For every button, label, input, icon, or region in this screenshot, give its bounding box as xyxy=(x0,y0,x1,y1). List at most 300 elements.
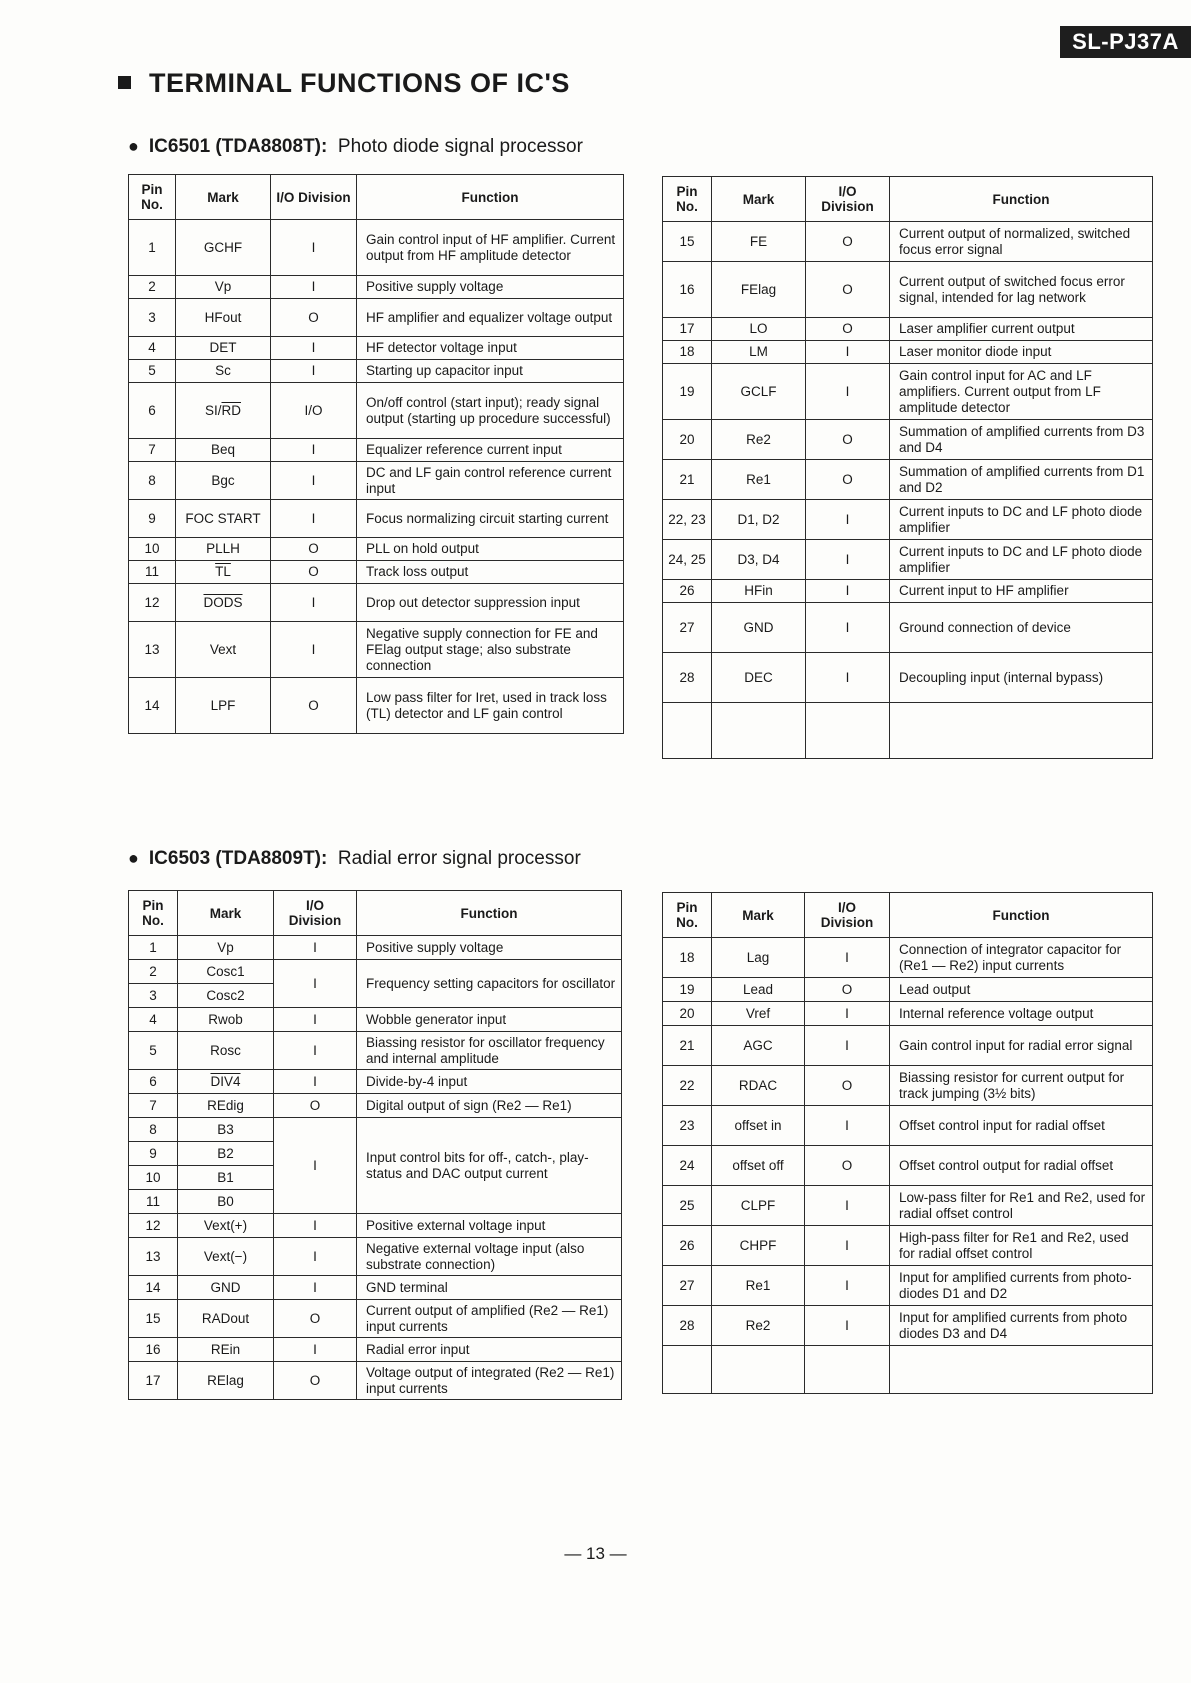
pin-cell: 5 xyxy=(129,1032,178,1070)
io-cell: O xyxy=(805,1066,890,1106)
table-row xyxy=(129,678,624,734)
io-cell: I xyxy=(274,1008,357,1032)
function-cell: Biassing resistor for oscillator frequency and internal amplitude xyxy=(357,1032,622,1070)
io-cell: O xyxy=(805,978,890,1002)
function-cell: Positive supply voltage xyxy=(357,276,624,299)
header-io: I/O Division xyxy=(805,893,890,938)
mark-cell: REin xyxy=(178,1338,274,1362)
pin-cell: 25 xyxy=(663,1186,712,1226)
ic6501-right-body xyxy=(663,222,1153,759)
mark-cell: GND xyxy=(712,603,806,653)
io-cell: I xyxy=(806,540,890,580)
table-row xyxy=(663,580,1153,603)
pin-cell: 6 xyxy=(129,383,176,439)
mark-cell: Vext xyxy=(176,622,271,678)
table-row xyxy=(129,561,624,584)
mark-cell: Re2 xyxy=(712,420,806,460)
io-cell: I xyxy=(805,938,890,978)
function-cell: PLL on hold output xyxy=(357,538,624,561)
empty-cell xyxy=(890,1346,1153,1394)
mark-cell: DIV4 xyxy=(178,1070,274,1094)
pin-cell: 9 xyxy=(129,1142,178,1166)
pin-cell: 28 xyxy=(663,653,712,703)
function-cell: Positive supply voltage xyxy=(357,936,622,960)
table-row xyxy=(129,1214,622,1238)
io-cell: I xyxy=(805,1106,890,1146)
mark-cell: Cosc2 xyxy=(178,984,274,1008)
pin-cell: 4 xyxy=(129,1008,178,1032)
pin-cell: 12 xyxy=(129,1214,178,1238)
mark-cell: D3, D4 xyxy=(712,540,806,580)
function-cell: Low pass filter for Iret, used in track loss (TL) detector and LF gain control xyxy=(357,678,624,734)
io-cell: I xyxy=(274,1214,357,1238)
io-cell: O xyxy=(274,1300,357,1338)
io-cell: I xyxy=(274,1338,357,1362)
mark-cell: HFin xyxy=(712,580,806,603)
function-cell: High-pass filter for Re1 and Re2, used for radial offset control xyxy=(890,1226,1153,1266)
io-cell: O xyxy=(806,460,890,500)
io-cell: I xyxy=(806,603,890,653)
table-header-row xyxy=(129,175,624,220)
mark-cell: Lead xyxy=(712,978,805,1002)
mark-cell: Vp xyxy=(178,936,274,960)
mark-cell: Vp xyxy=(176,276,271,299)
io-cell: I xyxy=(806,500,890,540)
io-cell: O xyxy=(806,222,890,262)
table-row xyxy=(663,1266,1153,1306)
pin-cell: 17 xyxy=(663,318,712,341)
function-cell: Input for amplified currents from photo-diodes D1 and D2 xyxy=(890,1266,1153,1306)
table-row xyxy=(663,1002,1153,1026)
mark-cell: Vref xyxy=(712,1002,805,1026)
pin-cell: 24 xyxy=(663,1146,712,1186)
function-cell: Negative external voltage input (also substrate connection) xyxy=(357,1238,622,1276)
empty-cell xyxy=(712,703,806,759)
empty-cell xyxy=(663,703,712,759)
pin-cell: 27 xyxy=(663,603,712,653)
io-cell: I xyxy=(274,1070,357,1094)
table-row xyxy=(129,500,624,538)
io-cell: I xyxy=(806,580,890,603)
page-title xyxy=(118,68,570,99)
empty-cell xyxy=(890,703,1153,759)
table-row xyxy=(129,960,622,984)
mark-cell: GCHF xyxy=(176,220,271,276)
io-cell: O xyxy=(271,299,357,337)
mark-cell: Sc xyxy=(176,360,271,383)
header-io: I/O Division xyxy=(806,177,890,222)
function-cell: Divide-by-4 input xyxy=(357,1070,622,1094)
page-title-text: TERMINAL FUNCTIONS OF IC'S xyxy=(149,68,570,98)
pin-cell: 21 xyxy=(663,1026,712,1066)
function-cell: Decoupling input (internal bypass) xyxy=(890,653,1153,703)
mark-cell: Rosc xyxy=(178,1032,274,1070)
mark-cell: REdig xyxy=(178,1094,274,1118)
mark-cell: HFout xyxy=(176,299,271,337)
pin-cell: 13 xyxy=(129,622,176,678)
table-row xyxy=(129,1118,622,1142)
mark-cell: Lag xyxy=(712,938,805,978)
mark-cell: Vext(−) xyxy=(178,1238,274,1276)
pin-cell: 21 xyxy=(663,460,712,500)
header-io: I/O Division xyxy=(271,175,357,220)
io-cell: I xyxy=(271,439,357,462)
table-row xyxy=(663,420,1153,460)
io-cell: I xyxy=(274,1032,357,1070)
mark-cell: Re2 xyxy=(712,1306,805,1346)
header-mark: Mark xyxy=(178,891,274,936)
table-row xyxy=(663,540,1153,580)
mark-cell: Re1 xyxy=(712,1266,805,1306)
io-cell: I/O xyxy=(271,383,357,439)
io-cell: I xyxy=(271,500,357,538)
io-cell: I xyxy=(271,220,357,276)
pin-cell: 19 xyxy=(663,978,712,1002)
io-cell: O xyxy=(806,318,890,341)
io-cell: O xyxy=(274,1362,357,1400)
function-cell: Current output of normalized, switched focus error signal xyxy=(890,222,1153,262)
table-row xyxy=(129,1238,622,1276)
header-mark: Mark xyxy=(176,175,271,220)
function-cell: HF amplifier and equalizer voltage output xyxy=(357,299,624,337)
mark-cell: Vext(+) xyxy=(178,1214,274,1238)
bullet-icon: ● xyxy=(128,136,139,156)
mark-cell: B3 xyxy=(178,1118,274,1142)
table-row xyxy=(663,1226,1153,1266)
mark-cell: FE xyxy=(712,222,806,262)
io-cell: I xyxy=(271,337,357,360)
mark-cell: LO xyxy=(712,318,806,341)
table-row xyxy=(129,299,624,337)
mark-cell: Beq xyxy=(176,439,271,462)
mark-cell: PLLH xyxy=(176,538,271,561)
table-row xyxy=(129,538,624,561)
function-cell: Digital output of sign (Re2 — Re1) xyxy=(357,1094,622,1118)
io-cell: I xyxy=(271,584,357,622)
pin-cell: 7 xyxy=(129,439,176,462)
io-cell: O xyxy=(274,1094,357,1118)
mark-cell: DODS xyxy=(176,584,271,622)
pin-cell: 24, 25 xyxy=(663,540,712,580)
empty-filler-row xyxy=(663,1346,1153,1394)
pin-cell: 17 xyxy=(129,1362,178,1400)
header-pin: Pin No. xyxy=(663,893,712,938)
pin-cell: 9 xyxy=(129,500,176,538)
function-cell: Connection of integrator capacitor for (Re1 — Re2) input currents xyxy=(890,938,1153,978)
io-cell: O xyxy=(271,561,357,584)
mark-cell: GND xyxy=(178,1276,274,1300)
function-cell: Gain control input for AC and LF amplifiers. Current output from LF amplitude detector xyxy=(890,364,1153,420)
table-row xyxy=(663,500,1153,540)
function-cell: Summation of amplified currents from D3 and D4 xyxy=(890,420,1153,460)
io-cell: I xyxy=(805,1002,890,1026)
table-header-row xyxy=(663,893,1153,938)
table-row xyxy=(129,1300,622,1338)
pin-cell: 23 xyxy=(663,1106,712,1146)
pin-cell: 27 xyxy=(663,1266,712,1306)
mark-cell: offset in xyxy=(712,1106,805,1146)
mark-cell: LM xyxy=(712,341,806,364)
function-cell: HF detector voltage input xyxy=(357,337,624,360)
mark-cell: B0 xyxy=(178,1190,274,1214)
table-row xyxy=(129,337,624,360)
table-row xyxy=(129,462,624,500)
table-row xyxy=(129,220,624,276)
table-row xyxy=(663,603,1153,653)
function-cell: Frequency setting capacitors for oscillator xyxy=(357,960,622,1008)
function-cell: Laser amplifier current output xyxy=(890,318,1153,341)
mark-cell: $\overline{TL}$ xyxy=(176,561,271,584)
square-bullet-icon xyxy=(118,76,131,89)
mark-cell: RDAC xyxy=(712,1066,805,1106)
ic6501-name: IC6501 (TDA8808T): xyxy=(148,136,328,157)
pin-cell: 1 xyxy=(129,936,178,960)
table-row xyxy=(129,1032,622,1070)
header-function: Function xyxy=(357,175,624,220)
io-cell: I xyxy=(274,1238,357,1276)
table-header-row xyxy=(129,891,622,936)
mark-cell: RElag xyxy=(178,1362,274,1400)
io-cell: I xyxy=(271,462,357,500)
pin-cell: 12 xyxy=(129,584,176,622)
pin-cell: 11 xyxy=(129,1190,178,1214)
function-cell: Current output of switched focus error signal, intended for lag network xyxy=(890,262,1153,318)
page-number: — 13 — xyxy=(564,1544,627,1563)
io-cell: I xyxy=(805,1226,890,1266)
pin-cell: 16 xyxy=(129,1338,178,1362)
table-row xyxy=(663,1106,1153,1146)
function-cell: On/off control (start input); ready signal output (starting up procedure successful) xyxy=(357,383,624,439)
pin-cell: 7 xyxy=(129,1094,178,1118)
ic6503-left-body xyxy=(129,936,622,1400)
empty-cell xyxy=(806,703,890,759)
io-cell: I xyxy=(271,276,357,299)
function-cell: Biassing resistor for current output for track jumping (3½ bits) xyxy=(890,1066,1153,1106)
table-row xyxy=(663,364,1153,420)
empty-cell xyxy=(805,1346,890,1394)
pin-cell: 20 xyxy=(663,420,712,460)
io-cell: O xyxy=(806,420,890,460)
pin-cell: 13 xyxy=(129,1238,178,1276)
pin-cell: 6 xyxy=(129,1070,178,1094)
function-cell: Starting up capacitor input xyxy=(357,360,624,383)
table-row xyxy=(663,1146,1153,1186)
pin-cell: 16 xyxy=(663,262,712,318)
function-cell: Internal reference voltage output xyxy=(890,1002,1153,1026)
pin-cell: 18 xyxy=(663,341,712,364)
ic6501-heading xyxy=(128,136,583,158)
mark-cell: D1, D2 xyxy=(712,500,806,540)
header-pin: Pin No. xyxy=(129,175,176,220)
empty-cell xyxy=(712,1346,805,1394)
io-cell: O xyxy=(271,538,357,561)
mark-cell: DEC xyxy=(712,653,806,703)
mark-cell: offset off xyxy=(712,1146,805,1186)
ic6501-table-left xyxy=(128,174,624,734)
pin-cell: 19 xyxy=(663,364,712,420)
header-function: Function xyxy=(890,893,1153,938)
pin-cell: 3 xyxy=(129,299,176,337)
pin-cell: 8 xyxy=(129,1118,178,1142)
io-cell: I xyxy=(805,1026,890,1066)
header-io: I/O Division xyxy=(274,891,357,936)
table-row xyxy=(129,584,624,622)
table-row xyxy=(663,318,1153,341)
io-cell: I xyxy=(271,622,357,678)
table-row xyxy=(129,383,624,439)
mark-cell: Re1 xyxy=(712,460,806,500)
pin-cell: 15 xyxy=(663,222,712,262)
pin-cell: 26 xyxy=(663,1226,712,1266)
function-cell: Current inputs to DC and LF photo diode amplifier xyxy=(890,500,1153,540)
mark-cell: DET xyxy=(176,337,271,360)
mark-cell: RADout xyxy=(178,1300,274,1338)
io-cell: O xyxy=(805,1146,890,1186)
ic6503-description: Radial error signal processor xyxy=(337,848,581,869)
pin-cell: 18 xyxy=(663,938,712,978)
table-row xyxy=(129,439,624,462)
function-cell: Gain control input of HF amplifier. Current output from HF amplitude detector xyxy=(357,220,624,276)
pin-cell: 26 xyxy=(663,580,712,603)
table-row xyxy=(129,1070,622,1094)
ic6503-heading xyxy=(128,848,581,870)
io-cell: I xyxy=(805,1186,890,1226)
function-cell: DC and LF gain control reference current input xyxy=(357,462,624,500)
io-cell: I xyxy=(806,341,890,364)
pin-cell: 10 xyxy=(129,538,176,561)
table-row xyxy=(129,936,622,960)
io-cell: I xyxy=(274,936,357,960)
mark-cell: B2 xyxy=(178,1142,274,1166)
function-cell: Equalizer reference current input xyxy=(357,439,624,462)
mark-cell: Bgc xyxy=(176,462,271,500)
header-mark: Mark xyxy=(712,177,806,222)
header-mark: Mark xyxy=(712,893,805,938)
table-row xyxy=(129,1362,622,1400)
mark-cell: CLPF xyxy=(712,1186,805,1226)
function-cell: Focus normalizing circuit starting current xyxy=(357,500,624,538)
header-function: Function xyxy=(357,891,622,936)
mark-cell: CHPF xyxy=(712,1226,805,1266)
table-row xyxy=(129,1338,622,1362)
mark-cell: Rwob xyxy=(178,1008,274,1032)
io-cell: I xyxy=(806,653,890,703)
table-row xyxy=(129,1008,622,1032)
function-cell: Input control bits for off-, catch-, play-status and DAC output current xyxy=(357,1118,622,1214)
model-badge: SL-PJ37A xyxy=(1060,26,1191,58)
table-row xyxy=(129,622,624,678)
io-cell: I xyxy=(274,960,357,1008)
mark-cell: B1 xyxy=(178,1166,274,1190)
mark-cell: $SI/\overline{RD}$ xyxy=(176,383,271,439)
function-cell: Lead output xyxy=(890,978,1153,1002)
function-cell: Negative supply connection for FE and FElag output stage; also substrate connection xyxy=(357,622,624,678)
ic6501-left-body xyxy=(129,220,624,734)
table-row xyxy=(129,1094,622,1118)
function-cell: Laser monitor diode input xyxy=(890,341,1153,364)
table-row xyxy=(663,978,1153,1002)
pin-cell: 22 xyxy=(663,1066,712,1106)
function-cell: Summation of amplified currents from D1 and D2 xyxy=(890,460,1153,500)
function-cell: GND terminal xyxy=(357,1276,622,1300)
mark-cell: GCLF xyxy=(712,364,806,420)
function-cell: Offset control output for radial offset xyxy=(890,1146,1153,1186)
function-cell: Current inputs to DC and LF photo diode amplifier xyxy=(890,540,1153,580)
pin-cell: 8 xyxy=(129,462,176,500)
io-cell: I xyxy=(806,364,890,420)
function-cell: Low-pass filter for Re1 and Re2, used for radial offset control xyxy=(890,1186,1153,1226)
bullet-icon: ● xyxy=(128,848,139,868)
function-cell: Wobble generator input xyxy=(357,1008,622,1032)
pin-cell: 1 xyxy=(129,220,176,276)
empty-cell xyxy=(663,1346,712,1394)
table-row xyxy=(129,276,624,299)
io-cell: I xyxy=(271,360,357,383)
pin-cell: 14 xyxy=(129,1276,178,1300)
io-cell: I xyxy=(274,1118,357,1214)
pin-cell: 10 xyxy=(129,1166,178,1190)
io-cell: I xyxy=(274,1276,357,1300)
mark-cell: FOC START xyxy=(176,500,271,538)
function-cell: Offset control input for radial offset xyxy=(890,1106,1153,1146)
table-row xyxy=(663,1306,1153,1346)
pin-cell: 14 xyxy=(129,678,176,734)
pin-cell: 15 xyxy=(129,1300,178,1338)
header-pin: Pin No. xyxy=(129,891,178,936)
ic6503-right-body xyxy=(663,938,1153,1394)
table-row xyxy=(129,360,624,383)
function-cell: Drop out detector suppression input xyxy=(357,584,624,622)
ic6503-table-left xyxy=(128,890,622,1400)
function-cell: Voltage output of integrated (Re2 — Re1) input currents xyxy=(357,1362,622,1400)
mark-cell: FElag xyxy=(712,262,806,318)
pin-cell: 5 xyxy=(129,360,176,383)
mark-cell: LPF xyxy=(176,678,271,734)
function-cell: Track loss output xyxy=(357,561,624,584)
pin-cell: 22, 23 xyxy=(663,500,712,540)
header-pin: Pin No. xyxy=(663,177,712,222)
pin-cell: 20 xyxy=(663,1002,712,1026)
function-cell: Input for amplified currents from photo diodes D3 and D4 xyxy=(890,1306,1153,1346)
table-row xyxy=(663,1186,1153,1226)
table-row xyxy=(663,262,1153,318)
table-row xyxy=(129,1276,622,1300)
table-row xyxy=(663,222,1153,262)
pin-cell: 2 xyxy=(129,960,178,984)
empty-filler-row xyxy=(663,703,1153,759)
pin-cell: 11 xyxy=(129,561,176,584)
function-cell: Current input to HF amplifier xyxy=(890,580,1153,603)
mark-cell: Cosc1 xyxy=(178,960,274,984)
pin-cell: 4 xyxy=(129,337,176,360)
function-cell: Ground connection of device xyxy=(890,603,1153,653)
table-row xyxy=(663,460,1153,500)
io-cell: I xyxy=(805,1266,890,1306)
table-header-row xyxy=(663,177,1153,222)
ic6503-name: IC6503 (TDA8809T): xyxy=(148,848,328,869)
table-row xyxy=(663,653,1153,703)
function-cell: Positive external voltage input xyxy=(357,1214,622,1238)
ic6501-table-right xyxy=(662,176,1153,759)
ic6501-description: Photo diode signal processor xyxy=(337,136,583,157)
function-cell: Gain control input for radial error signal xyxy=(890,1026,1153,1066)
io-cell: O xyxy=(271,678,357,734)
pin-cell: 28 xyxy=(663,1306,712,1346)
function-cell: Current output of amplified (Re2 — Re1) input currents xyxy=(357,1300,622,1338)
pin-cell: 3 xyxy=(129,984,178,1008)
mark-cell: AGC xyxy=(712,1026,805,1066)
function-cell: Radial error input xyxy=(357,1338,622,1362)
